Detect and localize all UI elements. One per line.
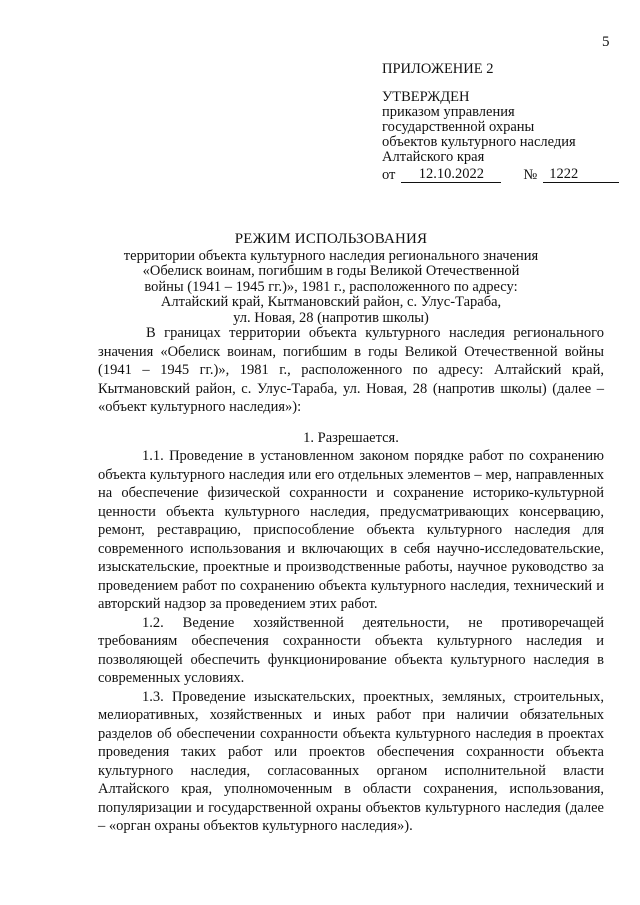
order-line: приказом управления bbox=[382, 104, 515, 120]
order-line: объектов культурного наследия bbox=[382, 134, 576, 150]
number-sign: № bbox=[523, 167, 538, 183]
order-date: 12.10.2022 bbox=[401, 167, 501, 183]
approved-label: УТВЕРЖДЕН bbox=[382, 89, 470, 105]
section-title: 1. Разрешается. bbox=[303, 429, 399, 446]
regime-subtitle-line: ул. Новая, 28 (напротив школы) bbox=[233, 309, 429, 326]
regime-subtitle-line: войны (1941 – 1945 гг.)», 1981 г., расположенного по адресу: bbox=[144, 278, 518, 295]
regime-title: РЕЖИМ ИСПОЛЬЗОВАНИЯ bbox=[234, 231, 428, 247]
page-number: 5 bbox=[602, 34, 610, 50]
regime-subtitle-line: территории объекта культурного наследия регионального значения bbox=[123, 247, 539, 264]
order-line: Алтайского края bbox=[382, 149, 485, 165]
approval-block bbox=[382, 62, 622, 183]
document-body bbox=[98, 324, 604, 836]
regime-heading bbox=[60, 232, 602, 326]
regime-subtitle-line: «Обелиск воинам, погибшим в годы Великой Отечественной bbox=[142, 263, 520, 279]
clause-1-3: 1.3. Проведение изыскательских, проектных, земляных, строительных, мелиоративных, хозяйственных и иных работ при наличии обязательных разделов об обеспечении сохранности объекта культурного наследия в проектах проведения таких работ или проектов обеспечения сохранности объекта культурного наследия, согласованных органом исполнительной власти Алтайского края, уполномоченным в области сохранения, использования, популяризации и государственной охраны объектов культурного наследия (далее – «орган охраны объектов культурного наследия»). bbox=[98, 688, 604, 834]
clause-1-1: 1.1. Проведение в установленном законом порядке работ по сохранению объекта культурного наследия или его отдельных элементов – мер, направленных на обеспечение физической сохранности и сохранение историко-культурной ценности объекта культурного наследия, предусматривающих консервацию, ремонт, реставрацию, приспособление объекта культурного наследия для современного использования и включающих в себя научно-исследовательские, изыскательские, проектные и производственные работы, научное руководство за проведением работ по сохранению объекта культурного наследия, технический и авторский надзор за проведением этих работ. bbox=[98, 448, 604, 612]
order-date-number-row bbox=[382, 167, 622, 183]
regime-subtitle-line: Алтайский край, Кытмановский район, с. Улус-Тараба, bbox=[160, 294, 502, 310]
appendix-title: ПРИЛОЖЕНИЕ 2 bbox=[382, 61, 494, 77]
order-line: государственной охраны bbox=[382, 119, 535, 135]
date-prefix: от bbox=[382, 167, 396, 183]
clause-1-2: 1.2. Ведение хозяйственной деятельности, не противоречащей требованиям обеспечения сохранности объекта культурного наследия и позволяющей обеспечить функционирование объекта культурного наследия в современных условиях. bbox=[98, 614, 604, 686]
intro-paragraph: В границах территории объекта культурного наследия регионального значения «Обелиск воинам, погибшим в годы Великой Отечественной войны (1941 – 1945 гг.)», 1981 г., расположенного по адресу: Алтайский край, Кытмановский район, с. Улус-Тараба, ул. Новая, 28 (напротив школы) (далее – «объект культурного наследия»): bbox=[98, 325, 604, 415]
order-number: 1222 bbox=[543, 167, 619, 183]
